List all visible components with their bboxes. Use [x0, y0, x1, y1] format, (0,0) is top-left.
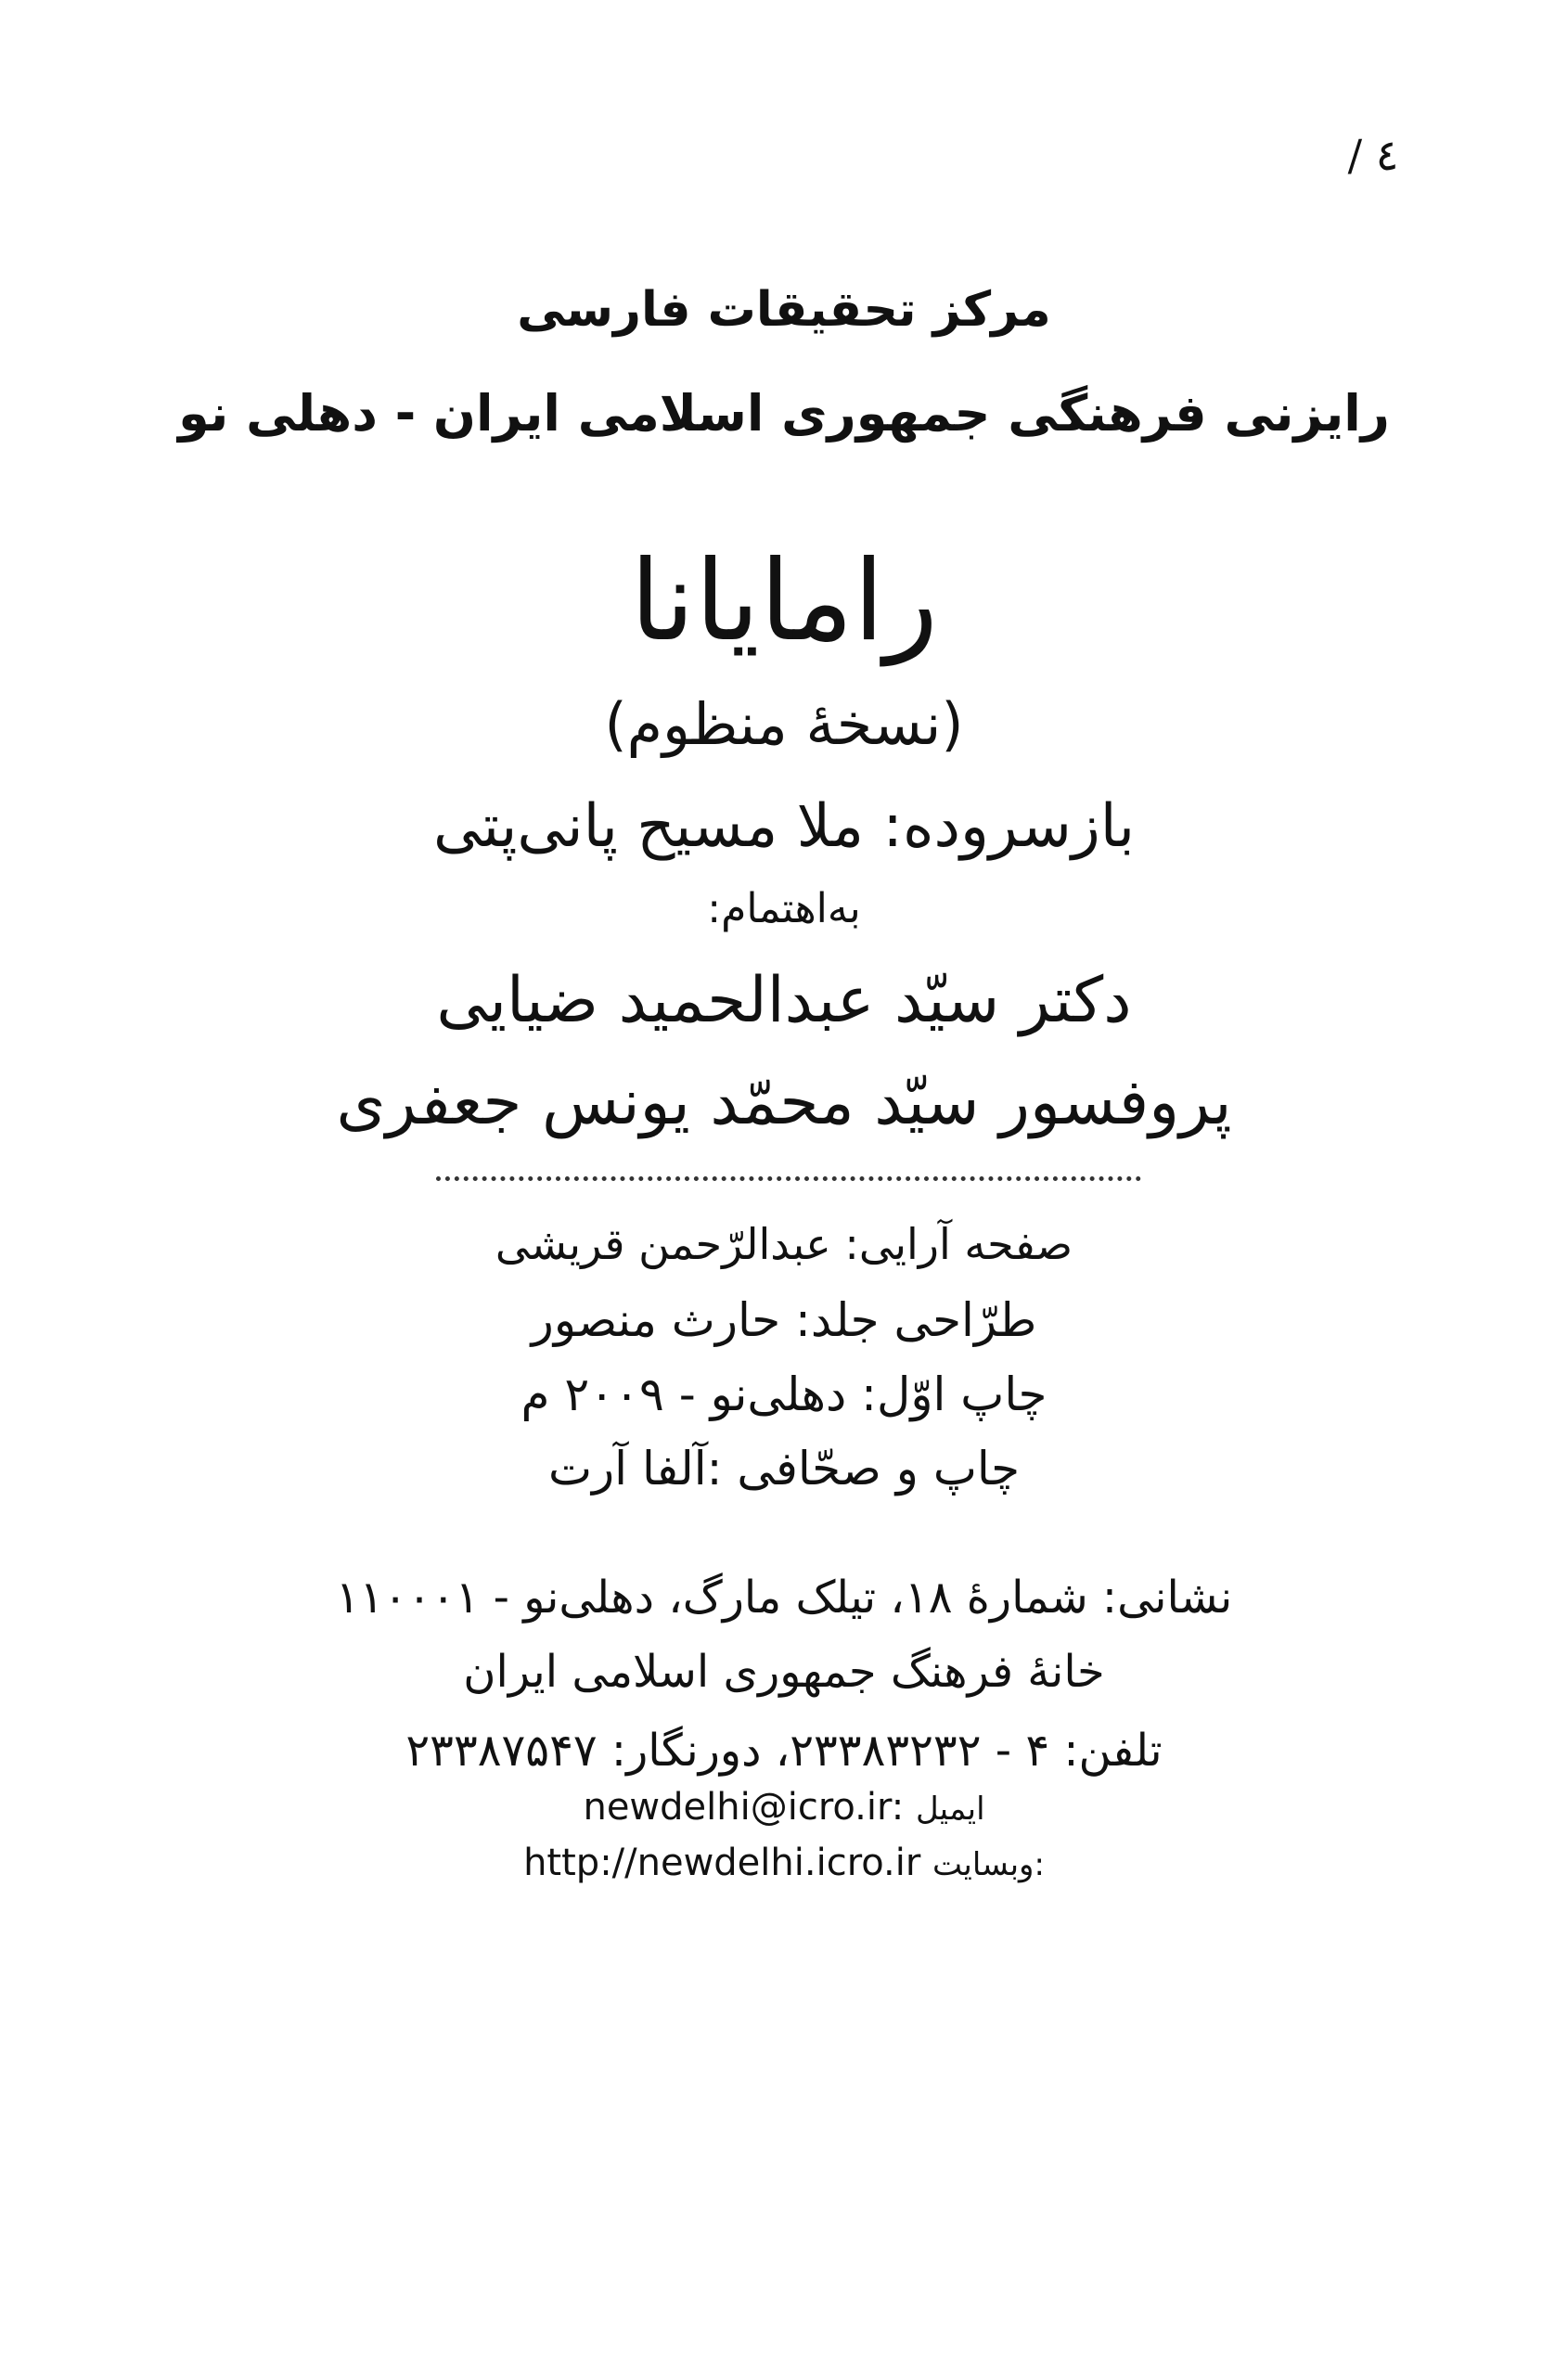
- credit-layout: صفحه آرایی: عبدالرّحمن قریشی: [495, 1219, 1073, 1269]
- credit-first-print: چاپ اوّل: دهلی‌نو - ۲۰۰۹ م: [521, 1367, 1047, 1421]
- publisher-line-1: مرکز تحقیقات فارسی: [517, 282, 1051, 338]
- email-row: [0, 1786, 1568, 1829]
- page-number: / ٤: [1347, 130, 1399, 180]
- publisher-line-2: رایزنی فرهنگی جمهوری اسلامی ایران - دهلی نو: [178, 384, 1390, 443]
- edited-by-label: به‌اهتمام:: [707, 885, 861, 932]
- email-label: ایمیل: [915, 1791, 985, 1828]
- credit-printing: چاپ و صحّافی :آلفا آرت: [547, 1442, 1021, 1496]
- website-label: :وبسایت: [932, 1846, 1045, 1883]
- contact-address: نشانی: شمارهٔ ۱۸، تیلک مارگ، دهلی‌نو - ۱۱۰۰۰۱: [335, 1572, 1233, 1624]
- dotted-divider: [436, 1176, 1141, 1181]
- book-title: رامایانا: [629, 537, 939, 666]
- credit-cover: طرّاحی جلد: حارث منصور: [531, 1293, 1037, 1347]
- book-subtitle: (نسخهٔ منظوم): [604, 690, 964, 758]
- editor-1: دکتر سیّد عبدالحمید ضیایی: [436, 964, 1132, 1037]
- website-row: [0, 1842, 1568, 1884]
- email-value: newdelhi@icro.ir:: [583, 1786, 905, 1829]
- website-value: http://newdelhi.icro.ir: [523, 1842, 921, 1884]
- contact-phone: تلفن: ۴ - ۲۳۳۸۳۲۳۲، دورنگار: ۲۳۳۸۷۵۴۷: [405, 1725, 1163, 1777]
- contact-house: خانهٔ فرهنگ جمهوری اسلامی ایران: [463, 1646, 1105, 1698]
- editor-2: پروفسور سیّد محمّد یونس جعفری: [336, 1066, 1232, 1139]
- versified-by: بازسروده: ملا مسیح پانی‌پتی: [432, 792, 1136, 861]
